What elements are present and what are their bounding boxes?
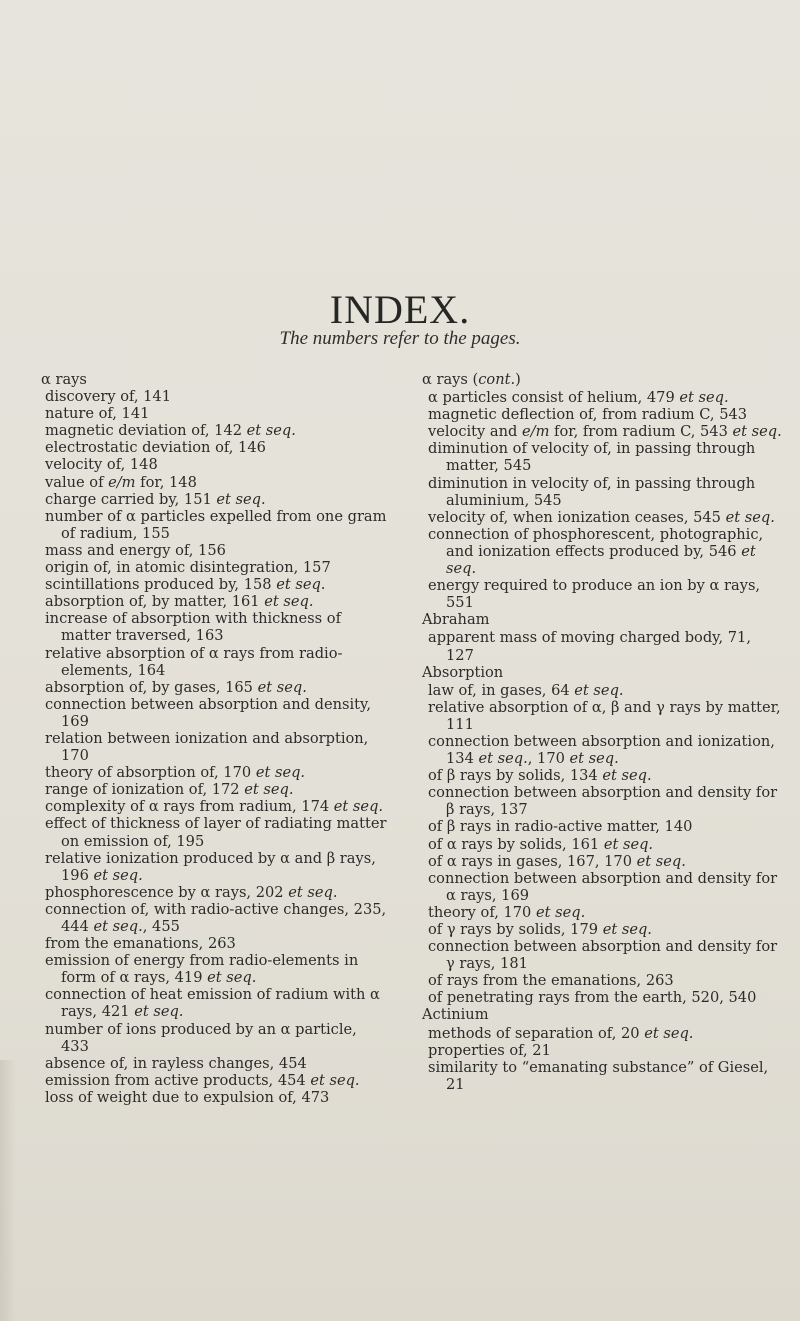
index-entry: methods of separation of, 20 et seq. bbox=[428, 1024, 694, 1042]
index-entry: relative ionization produced by α and β rays, 196 et seq. bbox=[45, 849, 376, 884]
index-column-left bbox=[27, 371, 387, 1106]
index-entry: absence of, in rayless changes, 454 bbox=[45, 1054, 307, 1072]
index-entry: mass and energy of, 156 bbox=[45, 541, 226, 559]
index-entry: diminution in velocity of, in passing through aluminium, 545 bbox=[428, 474, 756, 509]
index-entry: connection between absorption and density, 169 bbox=[45, 695, 371, 730]
index-entry: of β rays in radio-active matter, 140 bbox=[428, 818, 693, 836]
index-entry: relative absorption of α, β and γ rays by matter, 111 bbox=[428, 698, 781, 733]
index-entry: number of ions produced by an α particle, 433 bbox=[45, 1020, 357, 1055]
index-entry: value of e/m for, 148 bbox=[45, 473, 197, 491]
index-entry: electrostatic deviation of, 146 bbox=[45, 439, 266, 457]
index-entry: connection between absorption and density for β rays, 137 bbox=[428, 784, 778, 819]
index-entry: magnetic deflection of, from radium C, 543 bbox=[428, 406, 748, 424]
index-entry: similarity to “emanating substance” of Giesel, 21 bbox=[428, 1058, 769, 1093]
page-subtitle: The numbers refer to the pages. bbox=[279, 328, 521, 349]
index-heading: α rays bbox=[41, 371, 87, 388]
index-entry: relative absorption of α rays from radio-elements, 164 bbox=[45, 644, 343, 679]
page-title: INDEX. bbox=[329, 287, 471, 332]
index-entry: absorption of, by gases, 165 et seq. bbox=[45, 678, 307, 696]
index-column-right bbox=[408, 371, 782, 1093]
index-entry: discovery of, 141 bbox=[45, 388, 171, 406]
index-entry: connection between absorption and density for α rays, 169 bbox=[428, 869, 778, 904]
index-entry: effect of thickness of layer of radiating matter on emission of, 195 bbox=[45, 815, 387, 850]
index-entry: connection of phosphorescent, photographic, and ionization effects produced by, 546 et seq. bbox=[428, 525, 764, 578]
index-entry: from the emanations, 263 bbox=[45, 935, 236, 953]
index-entry: of β rays by solids, 134 et seq. bbox=[428, 767, 652, 785]
index-entry: energy required to produce an ion by α rays, 551 bbox=[428, 577, 761, 612]
index-entry: increase of absorption with thickness of matter traversed, 163 bbox=[45, 610, 341, 645]
index-entry: theory of absorption of, 170 et seq. bbox=[45, 764, 306, 782]
index-entry: loss of weight due to expulsion of, 473 bbox=[45, 1088, 330, 1106]
index-entry-list bbox=[408, 1025, 782, 1093]
index-entry: theory of, 170 et seq. bbox=[428, 903, 586, 921]
index-heading: α rays (cont.) bbox=[422, 371, 521, 388]
index-entry: of rays from the emanations, 263 bbox=[428, 972, 674, 990]
index-entry-list bbox=[408, 629, 782, 663]
index-heading: Absorption bbox=[422, 663, 504, 681]
index-entry: number of α particles expelled from one gram of radium, 155 bbox=[45, 507, 387, 542]
index-entry: properties of, 21 bbox=[428, 1041, 551, 1059]
index-entry: origin of, in atomic disintegration, 157 bbox=[45, 559, 331, 577]
index-entry: apparent mass of moving charged body, 71, 127 bbox=[428, 629, 751, 664]
index-entry: velocity of, 148 bbox=[45, 456, 158, 474]
index-entry: α particles consist of helium, 479 et seq. bbox=[428, 389, 729, 407]
index-entry: diminution of velocity of, in passing through matter, 545 bbox=[428, 440, 756, 475]
index-entry: complexity of α rays from radium, 174 et seq. bbox=[45, 798, 384, 816]
index-entry: connection of, with radio-active changes, 235, 444 et seq., 455 bbox=[45, 900, 387, 935]
index-entry: of penetrating rays from the earth, 520, 540 bbox=[428, 989, 757, 1007]
index-entry: phosphorescence by α rays, 202 et seq. bbox=[45, 883, 338, 901]
index-entry: of γ rays by solids, 179 et seq. bbox=[428, 921, 652, 938]
index-entry: magnetic deviation of, 142 et seq. bbox=[45, 422, 296, 440]
index-entry-list bbox=[408, 389, 782, 611]
index-heading: Actinium bbox=[422, 1006, 489, 1024]
index-entry: nature of, 141 bbox=[45, 405, 150, 423]
index-entry: emission from active products, 454 et seq. bbox=[45, 1071, 360, 1089]
index-entry: emission of energy from radio-elements in form of α rays, 419 et seq. bbox=[45, 952, 359, 987]
index-entry-list bbox=[408, 682, 782, 1007]
index-entry: of α rays by solids, 161 et seq. bbox=[428, 835, 654, 853]
index-entry: velocity of, when ionization ceases, 545 et seq. bbox=[428, 508, 775, 526]
page-edge-shadow bbox=[0, 1060, 16, 1321]
index-entry: connection between absorption and ionization, 134 et seq., 170 et seq. bbox=[428, 732, 775, 768]
index-entry: charge carried by, 151 et seq. bbox=[45, 490, 266, 508]
index-entry: of α rays in gases, 167, 170 et seq. bbox=[428, 852, 686, 870]
index-entry: law of, in gases, 64 et seq. bbox=[428, 681, 624, 699]
index-entry: connection between absorption and density for γ rays, 181 bbox=[428, 938, 778, 973]
index-entry: range of ionization of, 172 et seq. bbox=[45, 781, 294, 799]
index-entry: absorption of, by matter, 161 et seq. bbox=[45, 593, 314, 611]
index-entry: connection of heat emission of radium with α rays, 421 et seq. bbox=[45, 986, 380, 1021]
index-heading: Abraham bbox=[422, 611, 490, 629]
index-entry-list bbox=[27, 388, 387, 1106]
index-entry: relation between ionization and absorption, 170 bbox=[45, 729, 369, 765]
index-entry: velocity and e/m for, from radium C, 543 et seq. bbox=[428, 423, 782, 441]
index-entry: scintillations produced by, 158 et seq. bbox=[45, 576, 326, 594]
